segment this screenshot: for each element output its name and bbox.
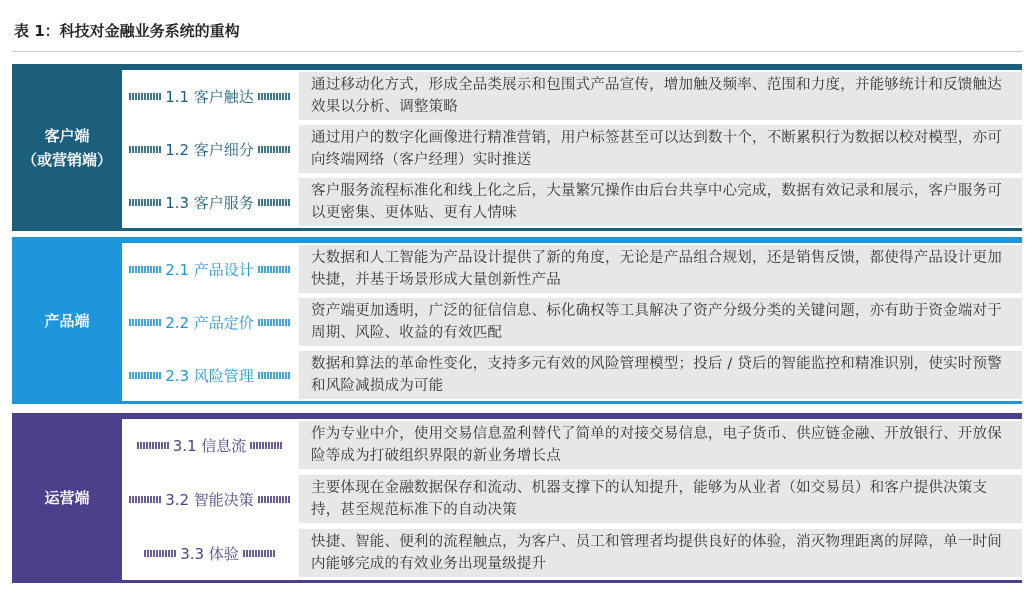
section-customer-label-line1: 客户端: [44, 126, 90, 145]
row-description: 客户服务流程标准化和线上化之后，大量繁冗操作由后台共享中心完成，数据有效记录和展示，客户服务可以更密集、更体贴、更有人情味: [299, 178, 1022, 226]
dotted-leader-icon: [258, 496, 290, 503]
row-name: 3.3 体验: [180, 544, 239, 563]
row-description: 大数据和人工智能为产品设计提供了新的角度，无论是产品组合规划，还是销售反馈，都使得产品设计更加快捷，并基于场景形成大量创新性产品: [299, 245, 1022, 293]
dotted-leader-icon: [243, 550, 275, 557]
dotted-leader-icon: [129, 266, 161, 273]
row-name-cell: [122, 419, 297, 471]
row-description: 主要体现在金融数据保存和流动、机器支撑下的认知提升，能够为从业者（如交易员）和客户提供决策支持，甚至规范标准下的自动决策: [299, 475, 1022, 523]
section-product-label-line1: 产品端: [44, 311, 90, 330]
dotted-leader-icon: [258, 199, 290, 206]
row-name: 2.2 产品定价: [165, 313, 254, 332]
dotted-leader-icon: [258, 146, 290, 153]
section-customer: [12, 64, 1022, 231]
dotted-leader-icon: [250, 442, 282, 449]
dotted-leader-icon: [129, 319, 161, 326]
title-divider: [12, 51, 1022, 52]
row-name: 2.3 风险管理: [165, 366, 254, 385]
dotted-leader-icon: [129, 372, 161, 379]
section-operation-bottomrule: [12, 580, 1022, 583]
table-row: [122, 296, 1022, 348]
dotted-leader-icon: [258, 319, 290, 326]
row-name-cell: [122, 473, 297, 525]
row-name-cell: [122, 123, 297, 175]
row-name-cell: [122, 176, 297, 228]
table-row: [122, 349, 1022, 401]
section-operation-label: [12, 413, 122, 583]
row-description: 数据和算法的革命性变化，支持多元有效的风险管理模型；投后 / 贷后的智能监控和精准识别，使实时预警和风险减损成为可能: [299, 351, 1022, 399]
row-name-cell: [122, 349, 297, 401]
page-title: 表 1：科技对金融业务系统的重构: [14, 22, 240, 40]
row-description: 通过用户的数字化画像进行精准营销，用户标签甚至可以达到数十个，不断累积行为数据以校对模型，亦可向终端网络（客户经理）实时推送: [299, 125, 1022, 173]
row-name: 3.1 信息流: [172, 436, 247, 455]
row-description: 通过移动化方式，形成全品类展示和包围式产品宣传，增加触及频率、范围和力度，并能够统计和反馈触达效果以分析、调整策略: [299, 72, 1022, 120]
section-customer-label-line2: （或营销端）: [21, 150, 112, 169]
dotted-leader-icon: [129, 146, 161, 153]
table-row: [122, 419, 1022, 471]
row-name-cell: [122, 296, 297, 348]
section-product-bottomrule: [12, 401, 1022, 404]
table-row: [122, 176, 1022, 228]
section-product-label: [12, 237, 122, 404]
dotted-leader-icon: [144, 550, 176, 557]
dotted-leader-icon: [137, 442, 169, 449]
row-name: 1.1 客户触达: [165, 87, 254, 106]
table-row: [122, 527, 1022, 579]
row-name: 1.2 客户细分: [165, 140, 254, 159]
table-row: [122, 243, 1022, 295]
section-operation-label-line1: 运营端: [44, 489, 90, 507]
row-description: 快捷、智能、便利的流程触点，为客户、员工和管理者均提供良好的体验，消灭物理距离的屏障，单一时间内能够完成的有效业务出现量级提升: [299, 529, 1022, 577]
table-row: [122, 70, 1022, 122]
row-description: 资产端更加透明，广泛的征信信息、标化确权等工具解决了资产分级分类的关键问题，亦有助于资金端对于周期、风险、收益的有效匹配: [299, 298, 1022, 346]
row-name-cell: [122, 70, 297, 122]
dotted-leader-icon: [258, 93, 290, 100]
dotted-leader-icon: [258, 266, 290, 273]
section-operation: [12, 413, 1022, 583]
section-customer-label: [12, 64, 122, 231]
row-name-cell: [122, 527, 297, 579]
table-row: [122, 473, 1022, 525]
dotted-leader-icon: [258, 372, 290, 379]
dotted-leader-icon: [129, 93, 161, 100]
row-name-cell: [122, 243, 297, 295]
row-name: 3.2 智能决策: [165, 490, 254, 509]
section-customer-bottomrule: [12, 228, 1022, 231]
section-product: [12, 237, 1022, 404]
table-row: [122, 123, 1022, 175]
row-name: 1.3 客户服务: [165, 193, 254, 212]
row-name: 2.1 产品设计: [165, 260, 254, 279]
dotted-leader-icon: [129, 199, 161, 206]
dotted-leader-icon: [129, 496, 161, 503]
row-description: 作为专业中介，使用交易信息盈利替代了简单的对接交易信息，电子货币、供应链金融、开放银行、开放保险等成为打破组织界限的新业务增长点: [299, 421, 1022, 469]
